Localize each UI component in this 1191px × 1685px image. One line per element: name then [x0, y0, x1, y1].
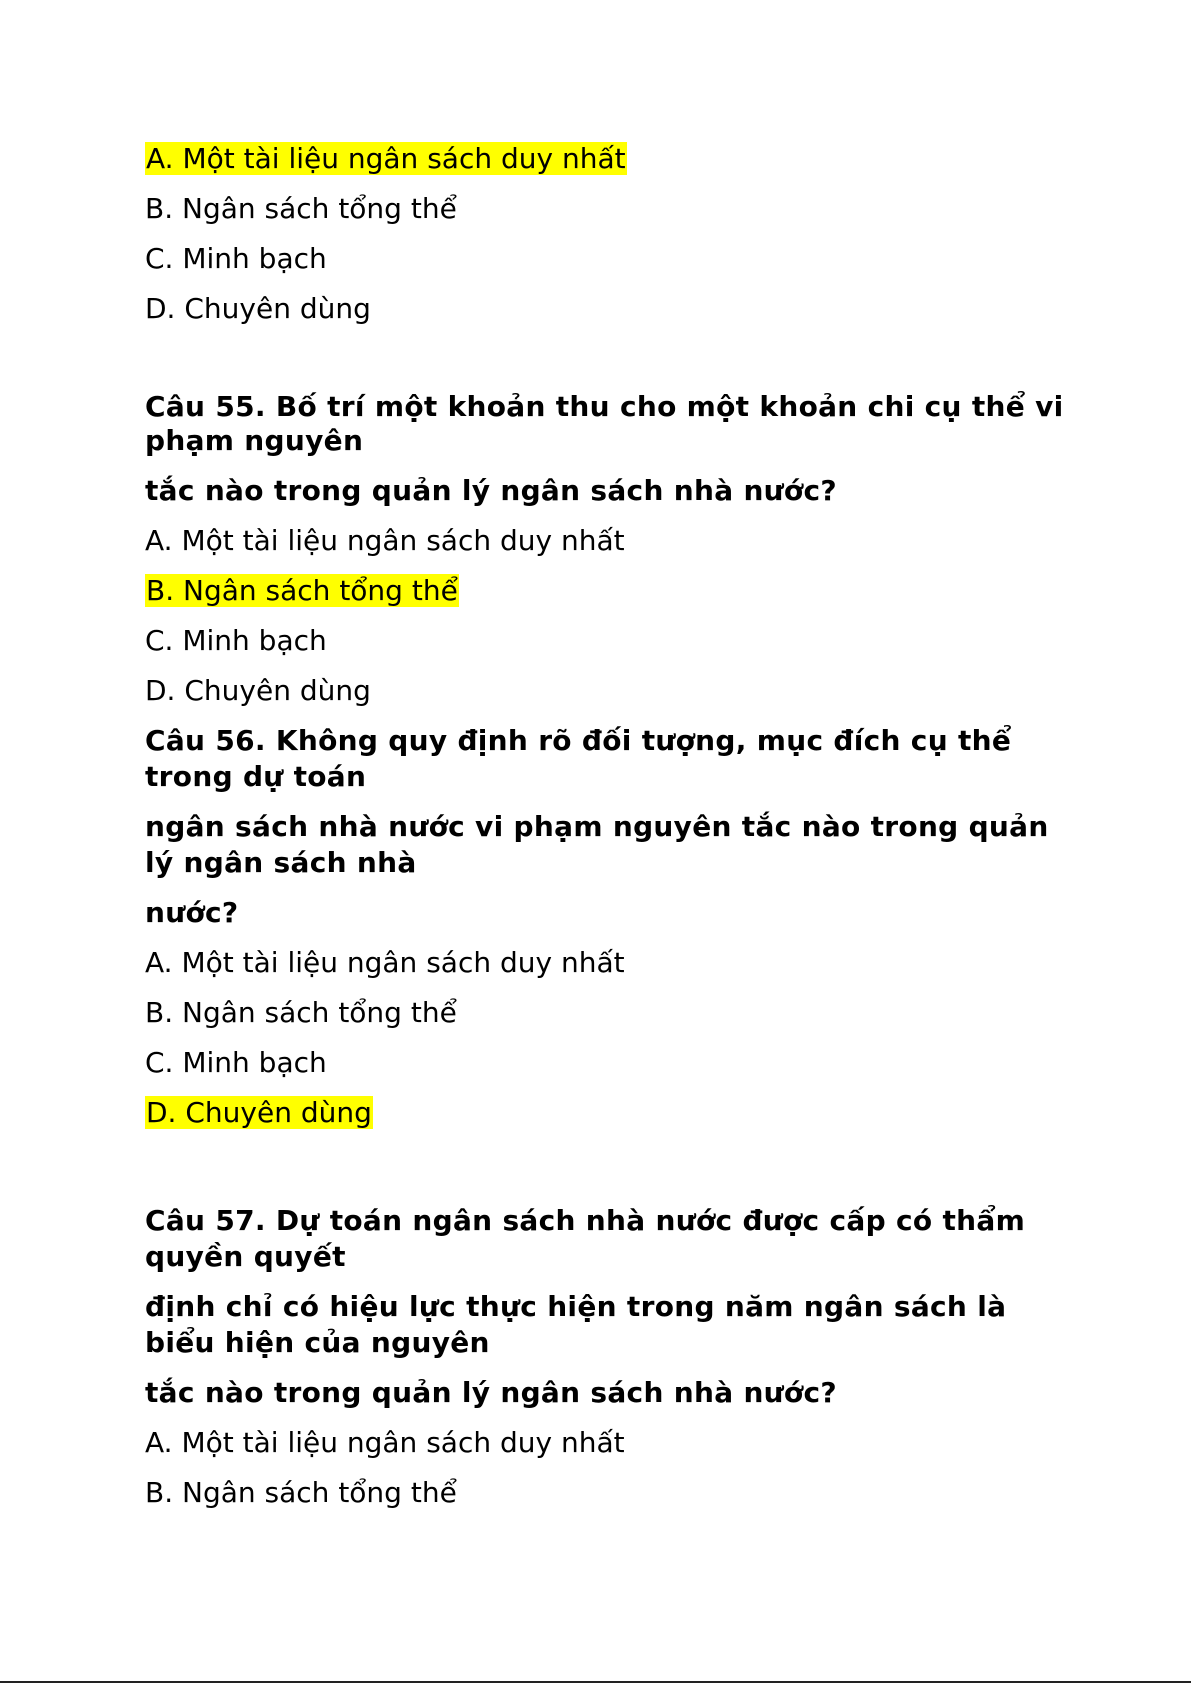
- answer-highlight: D. Chuyên dùng: [146, 1096, 372, 1129]
- option-c: C. Minh bạch: [145, 242, 327, 275]
- question-56-line-2: trong dự toán: [145, 760, 367, 793]
- question-56-line-3: ngân sách nhà nước vi phạm nguyên tắc nào trong quản: [145, 810, 1049, 843]
- question-57-line-1: Câu 57. Dự toán ngân sách nhà nước được cấp có thẩm: [145, 1204, 1026, 1237]
- question-57-line-4: biểu hiện của nguyên: [145, 1326, 490, 1359]
- question-55-line-2: phạm nguyên: [145, 424, 364, 457]
- question-55-line-3: tắc nào trong quản lý ngân sách nhà nước?: [145, 474, 837, 507]
- question-56-line-1: Câu 56. Không quy định rõ đối tượng, mục đích cụ thể: [145, 724, 1012, 757]
- option-a: [145, 142, 627, 176]
- q56-option-d: [145, 1096, 373, 1130]
- answer-highlight: A. Một tài liệu ngân sách duy nhất: [146, 142, 626, 175]
- question-55-line-1: Câu 55. Bố trí một khoản thu cho một khoản chi cụ thể vi: [145, 390, 1064, 423]
- q57-option-a: A. Một tài liệu ngân sách duy nhất: [145, 1426, 625, 1459]
- question-57-line-2: quyền quyết: [145, 1240, 346, 1273]
- q55-option-a: A. Một tài liệu ngân sách duy nhất: [145, 524, 625, 557]
- q57-option-b: B. Ngân sách tổng thể: [145, 1476, 457, 1509]
- q55-option-b: [145, 574, 459, 608]
- q55-option-d: D. Chuyên dùng: [145, 674, 371, 707]
- option-b: B. Ngân sách tổng thể: [145, 192, 457, 225]
- answer-highlight: B. Ngân sách tổng thể: [146, 574, 458, 607]
- question-56-line-4: lý ngân sách nhà: [145, 846, 417, 879]
- question-57-line-5: tắc nào trong quản lý ngân sách nhà nước?: [145, 1376, 837, 1409]
- q56-option-c: C. Minh bạch: [145, 1046, 327, 1079]
- question-56-line-5: nước?: [145, 896, 239, 929]
- q56-option-a: A. Một tài liệu ngân sách duy nhất: [145, 946, 625, 979]
- q56-option-b: B. Ngân sách tổng thể: [145, 996, 457, 1029]
- q55-option-c: C. Minh bạch: [145, 624, 327, 657]
- question-57-line-3: định chỉ có hiệu lực thực hiện trong năm ngân sách là: [145, 1290, 1007, 1323]
- page-bottom-border: [0, 1681, 1191, 1683]
- option-d: D. Chuyên dùng: [145, 292, 371, 325]
